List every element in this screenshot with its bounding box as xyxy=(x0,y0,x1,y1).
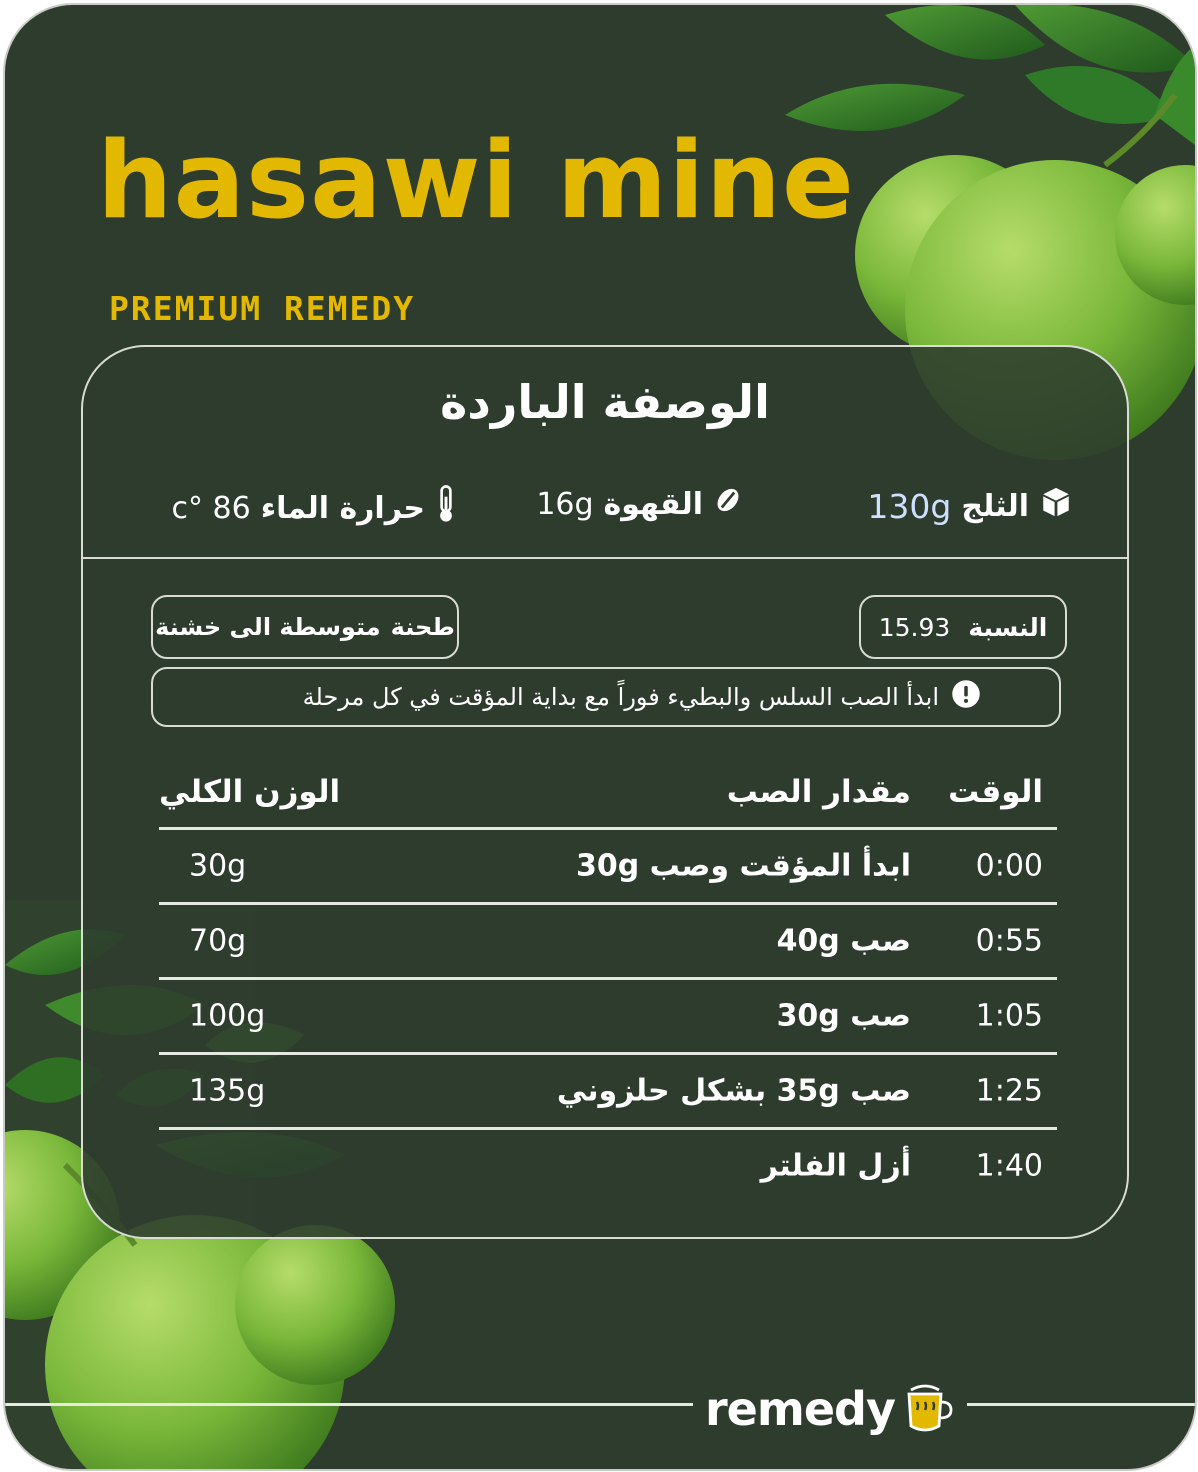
water-temp-label: حرارة الماء xyxy=(260,490,425,526)
ice-cube-icon xyxy=(1039,485,1073,527)
product-title: hasawi mine xyxy=(97,119,855,242)
row-time: 0:55 xyxy=(975,923,1043,959)
ice-value: 130g xyxy=(867,486,952,526)
row-total: 70g xyxy=(189,923,247,959)
ice-label: الثلج xyxy=(961,488,1029,524)
product-subtitle: PREMIUM REMEDY xyxy=(109,289,416,328)
thermometer-icon xyxy=(435,485,457,531)
recipe-title: الوصفة الباردة xyxy=(440,375,770,429)
stat-coffee xyxy=(536,485,743,523)
row-time: 1:25 xyxy=(975,1073,1043,1109)
table-row xyxy=(159,980,1057,1052)
row-pour: صب 30g xyxy=(776,998,911,1034)
row-pour: ابدأ المؤقت وصب 30g xyxy=(576,848,911,884)
panel-divider xyxy=(83,557,1127,559)
row-total: 30g xyxy=(189,848,247,884)
footer-line-right xyxy=(967,1403,1195,1406)
coffee-label: القهوة xyxy=(603,486,703,522)
coffee-value: 16g xyxy=(536,486,594,522)
ratio-badge xyxy=(859,595,1067,659)
ratio-label: النسبة xyxy=(968,612,1048,642)
stat-water-temp xyxy=(172,485,458,531)
row-total: 100g xyxy=(189,998,266,1034)
brand-name: remedy xyxy=(705,1382,895,1436)
pour-schedule-table xyxy=(159,757,1057,1202)
pour-note xyxy=(151,667,1061,727)
row-total: 135g xyxy=(189,1073,266,1109)
table-header xyxy=(159,757,1057,827)
recipe-panel xyxy=(81,345,1129,1239)
footer-line-left xyxy=(5,1403,693,1406)
pour-note-text: ابدأ الصب السلس والبطيء فوراً مع بداية المؤقت في كل مرحلة xyxy=(302,683,939,711)
table-row xyxy=(159,1055,1057,1127)
water-temp-value: 86 °c xyxy=(171,490,251,526)
row-pour: صب 40g xyxy=(776,923,911,959)
grind-badge xyxy=(151,595,459,659)
coffee-bean-icon xyxy=(713,485,743,523)
stat-ice xyxy=(867,485,1073,527)
table-row xyxy=(159,905,1057,977)
table-row xyxy=(159,1130,1057,1202)
row-time: 1:05 xyxy=(975,998,1043,1034)
alert-icon xyxy=(951,679,981,715)
ratio-value: 15.93 xyxy=(878,612,951,642)
grind-value: متوسطة الى خشنة xyxy=(155,613,381,641)
row-time: 1:40 xyxy=(975,1148,1043,1184)
recipe-card xyxy=(3,3,1197,1471)
grind-label: طحنة xyxy=(390,613,455,641)
table-row xyxy=(159,830,1057,902)
header-pour: مقدار الصب xyxy=(726,774,911,810)
header-total: الوزن الكلي xyxy=(159,774,341,810)
header-time: الوقت xyxy=(948,774,1043,810)
row-time: 0:00 xyxy=(975,848,1043,884)
remedy-cup-icon xyxy=(903,1378,955,1440)
row-pour: أزل الفلتر xyxy=(760,1148,911,1184)
brand-logo xyxy=(705,1378,955,1440)
row-pour: صب 35g بشكل حلزوني xyxy=(556,1073,911,1109)
